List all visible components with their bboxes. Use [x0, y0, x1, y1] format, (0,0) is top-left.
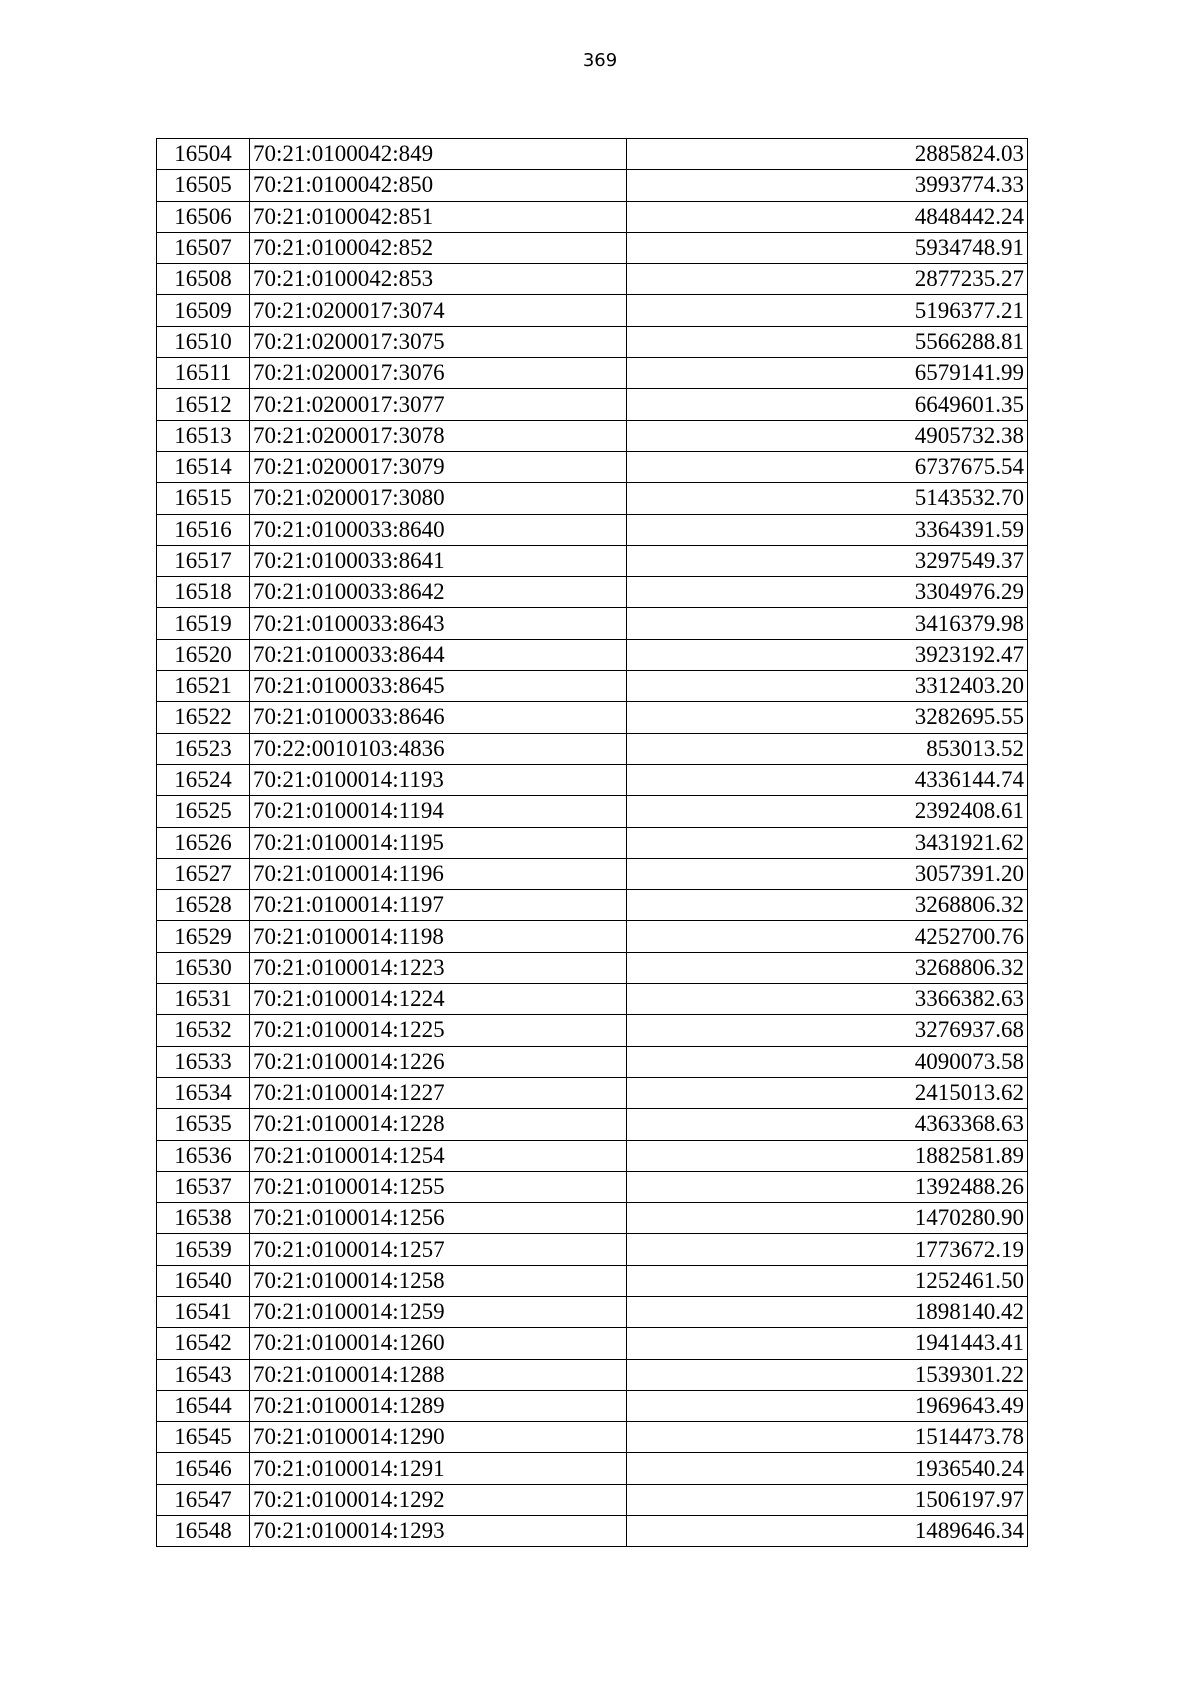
table-row [157, 764, 1028, 795]
row-number-cell: 16540 [157, 1265, 250, 1296]
cadastral-number-cell: 70:21:0100042:851 [250, 201, 627, 232]
row-number-cell: 16507 [157, 232, 250, 263]
cadastral-number-cell: 70:21:0100014:1289 [250, 1390, 627, 1421]
row-number-cell: 16546 [157, 1453, 250, 1484]
cadastral-value-cell: 4336144.74 [627, 764, 1028, 795]
cadastral-value-cell: 1969643.49 [627, 1390, 1028, 1421]
row-number-cell: 16524 [157, 764, 250, 795]
cadastral-number-cell: 70:21:0100033:8642 [250, 577, 627, 608]
table-row [157, 1140, 1028, 1171]
cadastral-value-cell: 3366382.63 [627, 984, 1028, 1015]
table-row [157, 483, 1028, 514]
cadastral-value-cell: 4905732.38 [627, 420, 1028, 451]
cadastral-number-cell: 70:21:0100014:1223 [250, 952, 627, 983]
cadastral-number-cell: 70:21:0200017:3077 [250, 389, 627, 420]
table-row [157, 1077, 1028, 1108]
cadastral-value-cell: 4363368.63 [627, 1109, 1028, 1140]
cadastral-number-cell: 70:21:0100033:8644 [250, 639, 627, 670]
cadastral-number-cell: 70:21:0100014:1195 [250, 827, 627, 858]
row-number-cell: 16510 [157, 326, 250, 357]
table-row [157, 1265, 1028, 1296]
cadastral-value-cell: 3923192.47 [627, 639, 1028, 670]
cadastral-value-cell: 3431921.62 [627, 827, 1028, 858]
cadastral-value-cell: 3297549.37 [627, 545, 1028, 576]
cadastral-number-cell: 70:21:0100014:1257 [250, 1234, 627, 1265]
row-number-cell: 16522 [157, 702, 250, 733]
cadastral-number-cell: 70:21:0100042:853 [250, 264, 627, 295]
row-number-cell: 16537 [157, 1171, 250, 1202]
row-number-cell: 16511 [157, 358, 250, 389]
cadastral-value-cell: 1489646.34 [627, 1516, 1028, 1547]
table-row [157, 1203, 1028, 1234]
cadastral-value-cell: 3282695.55 [627, 702, 1028, 733]
cadastral-number-cell: 70:22:0010103:4836 [250, 733, 627, 764]
row-number-cell: 16530 [157, 952, 250, 983]
cadastral-value-cell: 5934748.91 [627, 232, 1028, 263]
row-number-cell: 16541 [157, 1296, 250, 1327]
table-row [157, 921, 1028, 952]
row-number-cell: 16518 [157, 577, 250, 608]
table-row [157, 858, 1028, 889]
table-row [157, 577, 1028, 608]
cadastral-number-cell: 70:21:0100033:8646 [250, 702, 627, 733]
cadastral-number-cell: 70:21:0100033:8640 [250, 514, 627, 545]
row-number-cell: 16531 [157, 984, 250, 1015]
row-number-cell: 16535 [157, 1109, 250, 1140]
row-number-cell: 16539 [157, 1234, 250, 1265]
cadastral-number-cell: 70:21:0100014:1224 [250, 984, 627, 1015]
row-number-cell: 16525 [157, 796, 250, 827]
table-row [157, 890, 1028, 921]
row-number-cell: 16544 [157, 1390, 250, 1421]
row-number-cell: 16547 [157, 1484, 250, 1515]
row-number-cell: 16536 [157, 1140, 250, 1171]
table-row [157, 201, 1028, 232]
cadastral-value-cell: 6579141.99 [627, 358, 1028, 389]
cadastral-value-cell: 3416379.98 [627, 608, 1028, 639]
row-number-cell: 16542 [157, 1328, 250, 1359]
cadastral-number-cell: 70:21:0100042:849 [250, 139, 627, 170]
cadastral-number-cell: 70:21:0200017:3078 [250, 420, 627, 451]
table-row [157, 1234, 1028, 1265]
row-number-cell: 16526 [157, 827, 250, 858]
table-row [157, 326, 1028, 357]
row-number-cell: 16515 [157, 483, 250, 514]
cadastral-value-cell: 3268806.32 [627, 890, 1028, 921]
table-body [157, 139, 1028, 1547]
row-number-cell: 16504 [157, 139, 250, 170]
cadastral-value-cell: 1539301.22 [627, 1359, 1028, 1390]
table-row [157, 139, 1028, 170]
table-row [157, 733, 1028, 764]
cadastral-value-cell: 3312403.20 [627, 671, 1028, 702]
table-row [157, 1296, 1028, 1327]
table-row [157, 1171, 1028, 1202]
cadastral-value-cell: 3276937.68 [627, 1015, 1028, 1046]
row-number-cell: 16506 [157, 201, 250, 232]
cadastral-value-cell: 1470280.90 [627, 1203, 1028, 1234]
cadastral-number-cell: 70:21:0100014:1193 [250, 764, 627, 795]
cadastral-number-cell: 70:21:0100014:1292 [250, 1484, 627, 1515]
table-row [157, 264, 1028, 295]
cadastral-value-cell: 3268806.32 [627, 952, 1028, 983]
cadastral-value-cell: 4252700.76 [627, 921, 1028, 952]
cadastral-number-cell: 70:21:0100042:852 [250, 232, 627, 263]
cadastral-value-cell: 1882581.89 [627, 1140, 1028, 1171]
row-number-cell: 16520 [157, 639, 250, 670]
cadastral-value-cell: 4090073.58 [627, 1046, 1028, 1077]
row-number-cell: 16529 [157, 921, 250, 952]
cadastral-number-cell: 70:21:0100014:1288 [250, 1359, 627, 1390]
row-number-cell: 16534 [157, 1077, 250, 1108]
cadastral-value-cell: 3304976.29 [627, 577, 1028, 608]
row-number-cell: 16527 [157, 858, 250, 889]
row-number-cell: 16514 [157, 451, 250, 482]
cadastral-value-cell: 1941443.41 [627, 1328, 1028, 1359]
row-number-cell: 16512 [157, 389, 250, 420]
cadastral-value-cell: 2392408.61 [627, 796, 1028, 827]
table-row [157, 1109, 1028, 1140]
table-row [157, 514, 1028, 545]
table-row [157, 232, 1028, 263]
table-row [157, 702, 1028, 733]
table-row [157, 639, 1028, 670]
cadastral-number-cell: 70:21:0100014:1259 [250, 1296, 627, 1327]
cadastral-number-cell: 70:21:0100014:1255 [250, 1171, 627, 1202]
cadastral-number-cell: 70:21:0100014:1225 [250, 1015, 627, 1046]
table-row [157, 827, 1028, 858]
table-row [157, 1359, 1028, 1390]
cadastral-value-cell: 4848442.24 [627, 201, 1028, 232]
cadastral-value-cell: 1514473.78 [627, 1422, 1028, 1453]
cadastral-number-cell: 70:21:0100014:1260 [250, 1328, 627, 1359]
cadastral-number-cell: 70:21:0100033:8641 [250, 545, 627, 576]
cadastral-number-cell: 70:21:0100014:1291 [250, 1453, 627, 1484]
table-row [157, 1390, 1028, 1421]
table-row [157, 1422, 1028, 1453]
cadastral-value-cell: 3364391.59 [627, 514, 1028, 545]
table-row [157, 984, 1028, 1015]
cadastral-value-cell: 6649601.35 [627, 389, 1028, 420]
row-number-cell: 16548 [157, 1516, 250, 1547]
cadastral-value-cell: 5196377.21 [627, 295, 1028, 326]
page-number: 369 [582, 50, 618, 71]
cadastral-value-cell: 1252461.50 [627, 1265, 1028, 1296]
cadastral-number-cell: 70:21:0200017:3076 [250, 358, 627, 389]
cadastral-number-cell: 70:21:0100033:8645 [250, 671, 627, 702]
cadastral-value-cell: 853013.52 [627, 733, 1028, 764]
table-row [157, 545, 1028, 576]
table-row [157, 1046, 1028, 1077]
table-row [157, 952, 1028, 983]
cadastral-number-cell: 70:21:0100033:8643 [250, 608, 627, 639]
cadastral-number-cell: 70:21:0100014:1290 [250, 1422, 627, 1453]
row-number-cell: 16523 [157, 733, 250, 764]
table-row [157, 1453, 1028, 1484]
table-row [157, 170, 1028, 201]
row-number-cell: 16509 [157, 295, 250, 326]
table-row [157, 1328, 1028, 1359]
table-row [157, 389, 1028, 420]
cadastral-number-cell: 70:21:0100014:1194 [250, 796, 627, 827]
table-row [157, 796, 1028, 827]
cadastral-number-cell: 70:21:0100014:1293 [250, 1516, 627, 1547]
table-row [157, 608, 1028, 639]
cadastral-value-cell: 5566288.81 [627, 326, 1028, 357]
row-number-cell: 16516 [157, 514, 250, 545]
table-row [157, 671, 1028, 702]
cadastral-value-cell: 1506197.97 [627, 1484, 1028, 1515]
table-row [157, 295, 1028, 326]
table-row [157, 358, 1028, 389]
cadastral-value-cell: 2877235.27 [627, 264, 1028, 295]
cadastral-number-cell: 70:21:0100014:1198 [250, 921, 627, 952]
cadastral-number-cell: 70:21:0100014:1228 [250, 1109, 627, 1140]
row-number-cell: 16513 [157, 420, 250, 451]
cadastral-number-cell: 70:21:0100014:1196 [250, 858, 627, 889]
row-number-cell: 16538 [157, 1203, 250, 1234]
row-number-cell: 16517 [157, 545, 250, 576]
cadastral-number-cell: 70:21:0100042:850 [250, 170, 627, 201]
cadastral-value-table [156, 138, 1028, 1547]
cadastral-value-cell: 1773672.19 [627, 1234, 1028, 1265]
cadastral-value-cell: 3057391.20 [627, 858, 1028, 889]
cadastral-number-cell: 70:21:0100014:1226 [250, 1046, 627, 1077]
cadastral-number-cell: 70:21:0100014:1254 [250, 1140, 627, 1171]
table-row [157, 1484, 1028, 1515]
cadastral-number-cell: 70:21:0200017:3080 [250, 483, 627, 514]
cadastral-value-cell: 5143532.70 [627, 483, 1028, 514]
row-number-cell: 16533 [157, 1046, 250, 1077]
table-row [157, 420, 1028, 451]
row-number-cell: 16505 [157, 170, 250, 201]
cadastral-value-cell: 2885824.03 [627, 139, 1028, 170]
cadastral-number-cell: 70:21:0200017:3079 [250, 451, 627, 482]
table-row [157, 1015, 1028, 1046]
table-row [157, 451, 1028, 482]
cadastral-value-cell: 1936540.24 [627, 1453, 1028, 1484]
cadastral-number-cell: 70:21:0100014:1197 [250, 890, 627, 921]
table-row [157, 1516, 1028, 1547]
cadastral-number-cell: 70:21:0200017:3074 [250, 295, 627, 326]
cadastral-value-cell: 2415013.62 [627, 1077, 1028, 1108]
row-number-cell: 16545 [157, 1422, 250, 1453]
cadastral-value-cell: 6737675.54 [627, 451, 1028, 482]
row-number-cell: 16532 [157, 1015, 250, 1046]
cadastral-number-cell: 70:21:0200017:3075 [250, 326, 627, 357]
row-number-cell: 16519 [157, 608, 250, 639]
cadastral-value-cell: 1898140.42 [627, 1296, 1028, 1327]
cadastral-value-cell: 1392488.26 [627, 1171, 1028, 1202]
cadastral-number-cell: 70:21:0100014:1256 [250, 1203, 627, 1234]
cadastral-value-cell: 3993774.33 [627, 170, 1028, 201]
cadastral-number-cell: 70:21:0100014:1258 [250, 1265, 627, 1296]
cadastral-number-cell: 70:21:0100014:1227 [250, 1077, 627, 1108]
row-number-cell: 16508 [157, 264, 250, 295]
row-number-cell: 16543 [157, 1359, 250, 1390]
row-number-cell: 16528 [157, 890, 250, 921]
row-number-cell: 16521 [157, 671, 250, 702]
